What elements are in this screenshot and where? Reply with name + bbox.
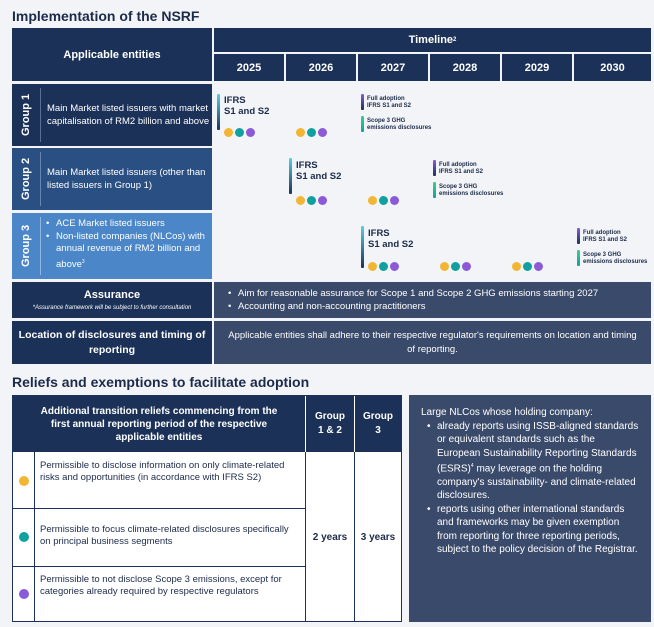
nlco-item-1-tail: may leverage on the holding company's sustainability- and climate-related disclosures. [437, 463, 636, 502]
scope3-bar [577, 250, 580, 266]
purple-dot-icon [19, 589, 29, 599]
g2-dots-2026 [296, 192, 329, 210]
g2-full-adoption [439, 162, 483, 176]
group-3-text [44, 218, 212, 271]
group-2-label: Group 2 [20, 157, 32, 201]
scope3-bar [361, 116, 364, 132]
nlco-item-1-text: already reports using ISSB-aligned standards or equivalent standards such as the European Sustainability Reporting Standards (ESRS) [437, 420, 639, 475]
nlco-intro: Large NLCos whose holding company: [421, 407, 593, 418]
assurance-cell [12, 282, 212, 318]
teal-dot-icon [379, 262, 388, 271]
assurance-item-1: • Aim for reasonable assurance for Scope 1 and Scope 2 GHG emissions starting 2027 [226, 287, 651, 300]
g2-scope3 [439, 184, 503, 198]
scope3-line1: Scope 3 GHG [583, 252, 622, 258]
group-3-item-2-text: Non-listed companies (NLCos) with annual revenue of RM2 billion and above [56, 230, 205, 270]
g3-value: 3 years [360, 531, 396, 543]
full-adoption-bar [433, 160, 436, 176]
scope3-line2: emissions disclosures [583, 259, 648, 265]
assurance-details [214, 282, 651, 318]
purple-dot-icon [390, 262, 399, 271]
ifrs-line2: S1 and S2 [368, 239, 414, 250]
purple-dot-icon [462, 262, 471, 271]
g1-dots-2026 [296, 124, 329, 142]
scope3-line1: Scope 3 GHG [367, 118, 406, 124]
reliefs-header: Additional transition reliefs commencing from the first annual reporting period of the respective applicable entities [13, 396, 305, 452]
timeline-row-1 [214, 84, 651, 146]
full-adoption-line1: Full adoption [439, 162, 477, 168]
section-title-nsrf: Implementation of the NSRF [12, 8, 200, 24]
purple-dot-icon [318, 128, 327, 137]
relief-row-3: Permissible to not disclose Scope 3 emissions, except for categories already required by respective regulators [40, 574, 282, 597]
purple-dot-icon [390, 196, 399, 205]
group-3-item-2 [44, 231, 212, 272]
teal-dot-icon [451, 262, 460, 271]
location-title: Location of disclosures and timing of reporting [12, 321, 212, 364]
nlco-item-2: • reports using other international standards and frameworks may be given exemption from reporting for three reporting periods, subject to the policy decision of the Registrar. [425, 503, 639, 557]
applicable-entities-header: Applicable entities [12, 28, 212, 81]
section-title-reliefs: Reliefs and exemptions to facilitate adoption [12, 374, 310, 390]
yellow-dot-icon [368, 262, 377, 271]
divider [13, 508, 305, 509]
timeline-label: Timeline [408, 34, 454, 46]
teal-dot-icon [19, 532, 29, 542]
scope3-line2: emissions disclosures [367, 125, 432, 131]
year-2029: 2029 [502, 54, 572, 81]
full-adoption-line2: IFRS S1 and S2 [367, 103, 412, 109]
yellow-dot-icon [368, 196, 377, 205]
g3-dots-2028 [440, 258, 473, 276]
yellow-dot-icon [512, 262, 521, 271]
year-2028: 2028 [430, 54, 500, 81]
g3-full-adoption [583, 230, 627, 244]
divider [40, 217, 41, 275]
yellow-dot-icon [19, 476, 29, 486]
g2-ifrs-label [296, 160, 341, 182]
year-2027: 2027 [358, 54, 428, 81]
ifrs-bar [289, 158, 292, 194]
purple-dot-icon [246, 128, 255, 137]
teal-dot-icon [523, 262, 532, 271]
ifrs-line2: S1 and S2 [296, 171, 342, 182]
timeline-footnote: 2 [453, 37, 457, 43]
g3-ifrs-label [368, 228, 413, 250]
ifrs-line1: IFRS [296, 160, 318, 171]
yellow-dot-icon [296, 128, 305, 137]
full-adoption-line1: Full adoption [367, 96, 405, 102]
g3-dots-2027 [368, 258, 401, 276]
g1-scope3 [367, 118, 431, 132]
group-3-footnote: 3 [81, 258, 85, 265]
year-2025: 2025 [214, 54, 284, 81]
ifrs-bar [217, 94, 220, 130]
g2-dots-2027 [368, 192, 401, 210]
scope3-line2: emissions disclosures [439, 191, 504, 197]
g3-scope3 [583, 252, 647, 266]
yellow-dot-icon [296, 196, 305, 205]
year-2026: 2026 [286, 54, 356, 81]
ifrs-line2: S1 and S2 [224, 106, 270, 117]
group-3-item-1: • ACE Market listed issuers [44, 218, 212, 231]
teal-dot-icon [307, 128, 316, 137]
full-adoption-line2: IFRS S1 and S2 [439, 169, 484, 175]
group-2-text: Main Market listed issuers (other than listed issuers in Group 1) [47, 167, 206, 191]
teal-dot-icon [235, 128, 244, 137]
assurance-title: Assurance [83, 289, 141, 301]
yellow-dot-icon [440, 262, 449, 271]
col-group-3: Group 3 [355, 396, 401, 452]
yellow-dot-icon [224, 128, 233, 137]
ifrs-bar [361, 226, 364, 268]
purple-dot-icon [318, 196, 327, 205]
ifrs-line1: IFRS [368, 228, 390, 239]
nlco-item-1 [425, 420, 639, 503]
teal-dot-icon [379, 196, 388, 205]
col-group-1-2: Group 1 & 2 [306, 396, 354, 452]
scope3-line1: Scope 3 GHG [439, 184, 478, 190]
full-adoption-bar [361, 94, 364, 110]
divider [13, 566, 305, 567]
g12-value: 2 years [312, 531, 348, 543]
nlco-footnote: 4 [470, 463, 474, 469]
group-3-label: Group 3 [20, 224, 32, 268]
nlco-box [409, 395, 651, 622]
full-adoption-bar [577, 228, 580, 244]
ifrs-line1: IFRS [224, 95, 246, 106]
assurance-item-2: • Accounting and non-accounting practitioners [226, 300, 651, 313]
g1-ifrs-label [224, 95, 269, 117]
teal-dot-icon [307, 196, 316, 205]
g1-full-adoption [367, 96, 411, 110]
full-adoption-line2: IFRS S1 and S2 [583, 237, 628, 243]
divider [34, 452, 35, 622]
group-1-text: Main Market listed issuers with market capitalisation of RM2 billion and above [47, 103, 210, 127]
year-2030: 2030 [574, 54, 651, 81]
relief-row-2: Permissible to focus climate-related disclosures specifically on principal business segments [40, 524, 289, 547]
scope3-bar [433, 182, 436, 198]
location-text: Applicable entities shall adhere to their respective regulator's requirements on location and timing of reporting. [214, 321, 651, 364]
assurance-note: *Assurance framework will be subject to further consultation [32, 305, 192, 311]
purple-dot-icon [534, 262, 543, 271]
timeline-header [214, 28, 651, 52]
relief-row-1: Permissible to disclose information on only climate-related risks and opportunities (in accordance with IFRS S2) [40, 460, 285, 483]
g1-dots-2025 [224, 124, 257, 142]
group-1-label: Group 1 [20, 93, 32, 137]
g3-dots-2029 [512, 258, 545, 276]
full-adoption-line1: Full adoption [583, 230, 621, 236]
